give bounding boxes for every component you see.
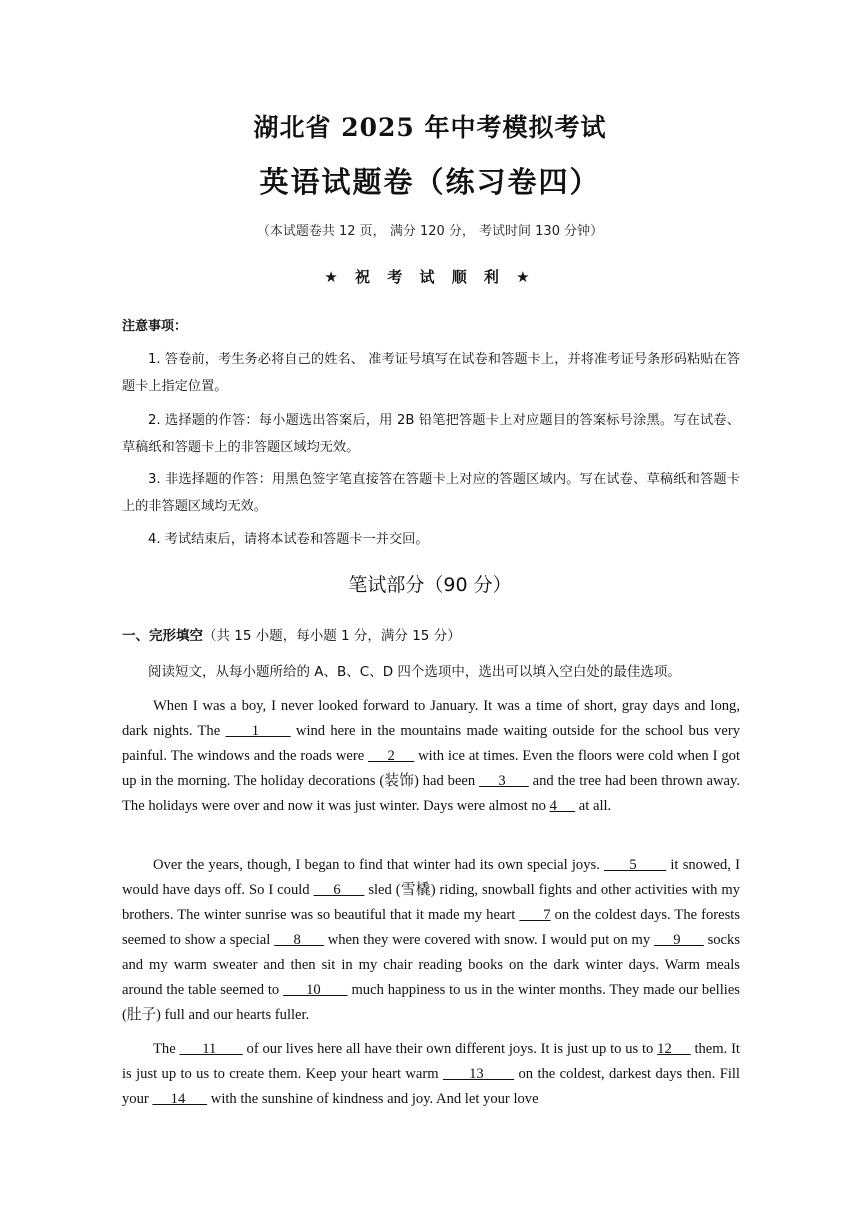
passage-text: much happiness to us in the winter months. They made our bellies (肚子) full and our hearts fuller.: [122, 982, 740, 1023]
blank-13: 13: [442, 1066, 515, 1082]
blank-12: 12: [657, 1041, 691, 1057]
passage-text: it snowed, I would have days off. So I could: [122, 857, 741, 898]
blank-1: 1: [225, 723, 291, 739]
passage-text: with the sunshine of kindness and joy. And let your love: [207, 1091, 539, 1107]
passage-text: on the coldest days. The forests seemed to show a special: [122, 907, 740, 948]
passage-text: of our lives here all have their own different joys. It is just up to us to: [242, 1041, 658, 1057]
exam-title: 湖北省 2025 年中考模拟考试: [253, 113, 607, 142]
passage-text: wind here in the mountains made waiting outside for the school bus very painful. The windows and the roads were: [122, 723, 740, 764]
passage-text: at all.: [575, 798, 612, 814]
passage-text: socks and my warm sweater and then sit in my chair reading books on the dark winter days. Warm meals around the table seemed to: [122, 932, 740, 998]
good-luck-line: ★ 祝 考 试 顺 利 ★: [324, 268, 536, 286]
blank-7: 7: [519, 907, 551, 923]
passage-text: sled (雪橇) riding, snowball fights and other activities with my brothers. The winter sunrise was so beautiful that it made my heart: [122, 882, 741, 923]
passage-text: Over the years, though, I began to find that winter had its own special joys.: [153, 857, 605, 873]
part-info: （共 15 小题，每小题 1 分，满分 15 分）: [203, 628, 461, 644]
instruction: 阅读短文，从每小题所给的 A、B、C、D 四个选项中，选出可以填入空白处的最佳选项。: [148, 664, 681, 680]
blank-11: 11: [179, 1041, 243, 1057]
notice-item-4: 4. 考试结束后，请将本试卷和答题卡一并交回。: [148, 532, 429, 547]
exam-info: （本试题卷共 12 页， 满分 120 分， 考试时间 130 分钟）: [256, 224, 604, 239]
exam-subtitle: 英语试题卷（练习卷四）: [259, 165, 601, 199]
passage-text: with ice at times. Even the floors were cold when I got up in the morning. The holiday decorations (装饰) had been: [122, 748, 740, 789]
notice-item-3: 3. 非选择题的作答：用黑色签字笔直接答在答题卡上对应的答题区域内。写在试卷、草稿纸和答题卡上的非答题区域均无效。: [122, 472, 740, 514]
passage-paragraph-3: [122, 1037, 740, 1112]
blank-10: 10: [283, 982, 348, 998]
part-label: 一、完形填空: [122, 628, 203, 644]
passage-text: When I was a boy, I never looked forward to January. It was a time of short, gray days and long, dark nights. The: [122, 698, 740, 739]
blank-14: 14: [152, 1091, 208, 1107]
section-title: 笔试部分（90 分）: [348, 574, 512, 596]
notice-item-1: 1. 答卷前，考生务必将自己的姓名、 准考证号填写在试卷和答题卡上，并将准考证号条形码粘贴在答题卡上指定位置。: [122, 352, 740, 394]
passage-paragraph-1: [122, 694, 740, 819]
passage-text: and the tree had been thrown away. The holidays were over and now it was just winter. Days were almost no: [122, 773, 740, 814]
blank-5: 5: [604, 857, 667, 873]
blank-4: 4: [549, 798, 576, 814]
notice-title: 注意事项：: [122, 319, 188, 334]
notice-item-2: 2. 选择题的作答：每小题选出答案后，用 2B 铅笔把答题卡上对应题目的答案标号涂黑。写在试卷、 草稿纸和答题卡上的非答题区域均无效。: [122, 413, 740, 455]
blank-3: 3: [479, 773, 529, 789]
passage-text: them. It is just up to us to create them. Keep your heart warm: [122, 1041, 740, 1082]
blank-6: 6: [313, 882, 365, 898]
passage-text: The: [153, 1041, 180, 1057]
blank-2: 2: [368, 748, 415, 764]
part-heading: [122, 624, 461, 644]
passage-text: on the coldest, darkest days then. Fill your: [122, 1066, 740, 1107]
passage-text: when they were covered with snow. I would put on my: [323, 932, 655, 948]
blank-8: 8: [274, 932, 324, 948]
passage-paragraph-2: [122, 853, 740, 1028]
blank-9: 9: [654, 932, 704, 948]
